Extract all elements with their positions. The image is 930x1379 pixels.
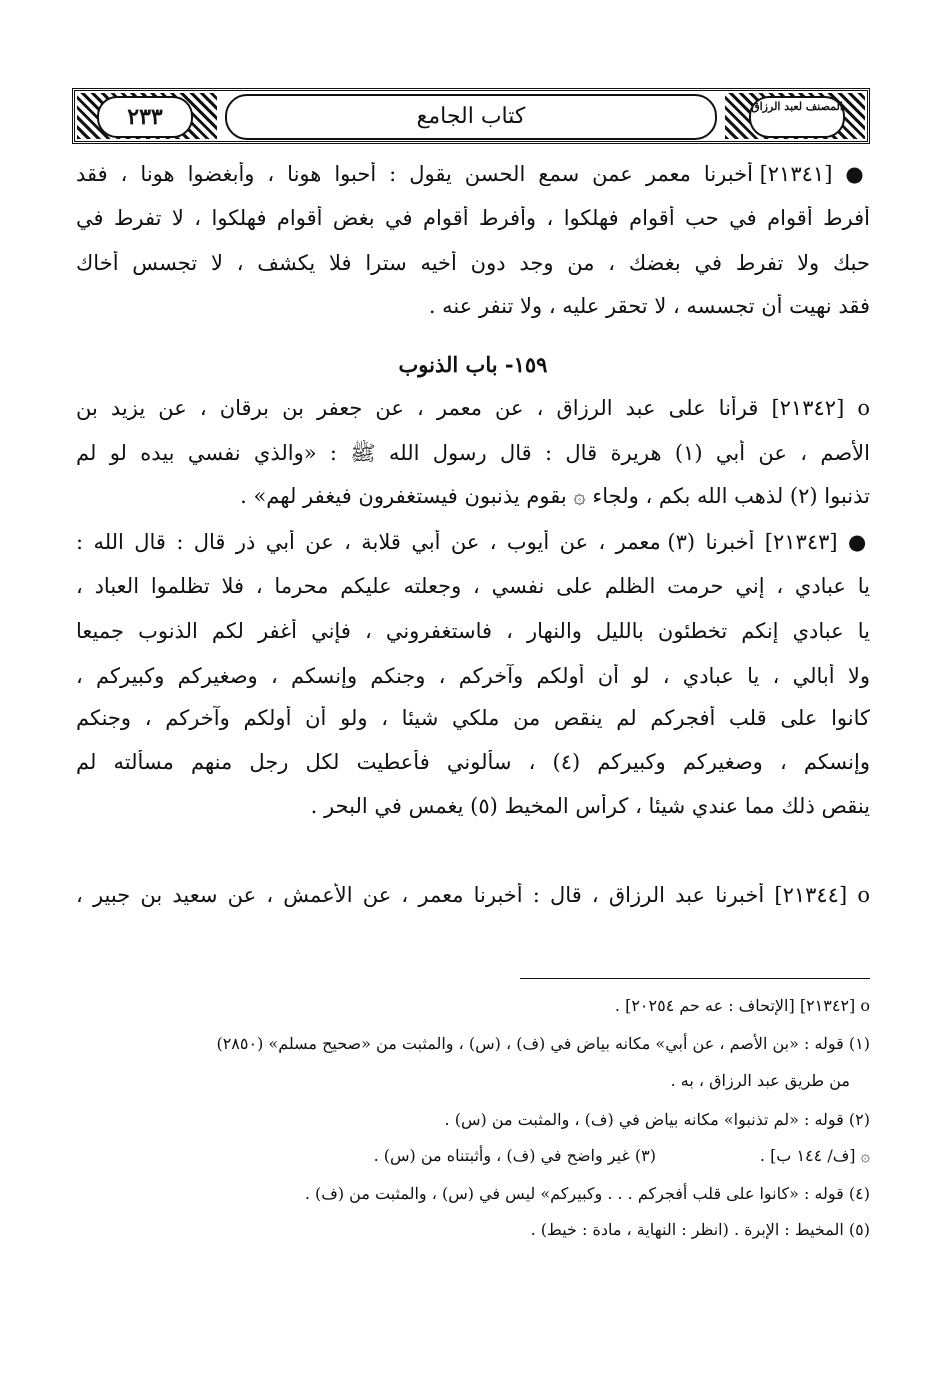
footnote-2: (٢) قوله : «لم تذنبوا» مكانه بياض في (ف) ، والمثبت من (س) .: [444, 1110, 870, 1129]
text-line: ● [٢١٣٤١] أخبرنا معمر عمن سمع الحسن يقول : أحبوا هونا ، وأبغضوا هونا ، فقد: [76, 162, 870, 186]
footnote-reference: ο [٢١٣٤٢] [الإتحاف : عه حم ٢٠٢٥٤] .: [614, 996, 870, 1015]
footnote-4: (٤) قوله : «كانوا على قلب أفجركم . . . وكبيركم» ليس في (س) ، والمثبت من (ف) .: [304, 1184, 870, 1203]
text-line: الأصم ، عن أبي (١) هريرة قال : قال رسول الله ﷺ : «والذي نفسي بيده لو لم: [76, 441, 870, 465]
text-line: حبك ولا تفرط في بغضك ، من وجد دون أخيه سترا فلا يكشف ، لا تجسس أخاك: [76, 251, 870, 275]
text-line: ο [٢١٣٤٤] أخبرنا عبد الرزاق ، قال : أخبرنا معمر ، عن الأعمش ، عن سعيد بن جبير ،: [76, 883, 870, 907]
text-line: ● [٢١٣٤٣] أخبرنا (٣) معمر ، عن أيوب ، عن أبي قلابة ، عن أبي ذر قال : قال الله :: [76, 530, 870, 554]
footnote-divider: [520, 978, 870, 979]
text-line: ولا أبالي ، يا عبادي ، لو أن أولكم وآخركم ، وجنكم وإنسكم ، وصغيركم وكبيركم ،: [76, 664, 870, 688]
text-line: وإنسكم ، وصغيركم وكبيركم (٤) ، سألوني فأعطيت لكل رجل منهم مسألته لم: [76, 750, 870, 774]
text-line: ينقص ذلك مما عندي شيئا ، كرأس المخيط (٥) يغمس في البحر .: [310, 794, 870, 818]
section-heading: ١٥٩- باب الذنوب: [398, 352, 548, 377]
text-line: فقد نهيت أن تجسسه ، لا تحقر عليه ، ولا تنفر عنه .: [428, 294, 870, 318]
book-title: كتاب الجامع: [225, 94, 717, 140]
footnote-3: (٣) غير واضح في (ف) ، وأثبتناه من (س) .: [373, 1146, 656, 1165]
text-line: يا عبادي ، إني حرمت الظلم على نفسي ، وجعلته عليكم محرما ، فلا تظلموا العباد ،: [76, 574, 870, 598]
folio-marker: ۞ [ف/ ١٤٤ ب] .: [759, 1146, 870, 1165]
footnote-1: (١) قوله : «بن الأصم ، عن أبي» مكانه بياض في (ف) ، (س) ، والمثبت من «صحيح مسلم» (٢٨٥٠): [216, 1034, 870, 1053]
publisher-logo: المصنف لعبد الرزاق: [749, 96, 845, 138]
text-line: أفرط أقوام في حب أقوام فهلكوا ، وأفرط أقوام في بغض أقوام فهلكوا ، لا تفرط في: [76, 206, 870, 230]
text-line: ο [٢١٣٤٢] قرأنا على عبد الرزاق ، عن معمر ، عن جعفر بن برقان ، عن يزيد بن: [76, 396, 870, 420]
running-header: [72, 88, 870, 144]
text-line: تذنبوا (٢) لذهب الله بكم ، ولجاء ۞ بقوم يذنبون فيستغفرون فيغفر لهم» .: [240, 484, 870, 508]
page-number: ٢٣٣: [97, 96, 193, 138]
footnote-5: (٥) المخيط : الإبرة . (انظر : النهاية ، مادة : خيط) .: [530, 1220, 870, 1239]
text-line: كانوا على قلب أفجركم لم ينقص من ملكي شيئا ، ولو أن أولكم وآخركم ، وجنكم: [76, 706, 870, 730]
text-line: يا عبادي إنكم تخطئون بالليل والنهار ، فاستغفروني ، فإني أغفر لكم الذنوب جميعا: [76, 619, 870, 643]
footnote-1-continued: من طريق عبد الرزاق ، به .: [670, 1071, 850, 1090]
